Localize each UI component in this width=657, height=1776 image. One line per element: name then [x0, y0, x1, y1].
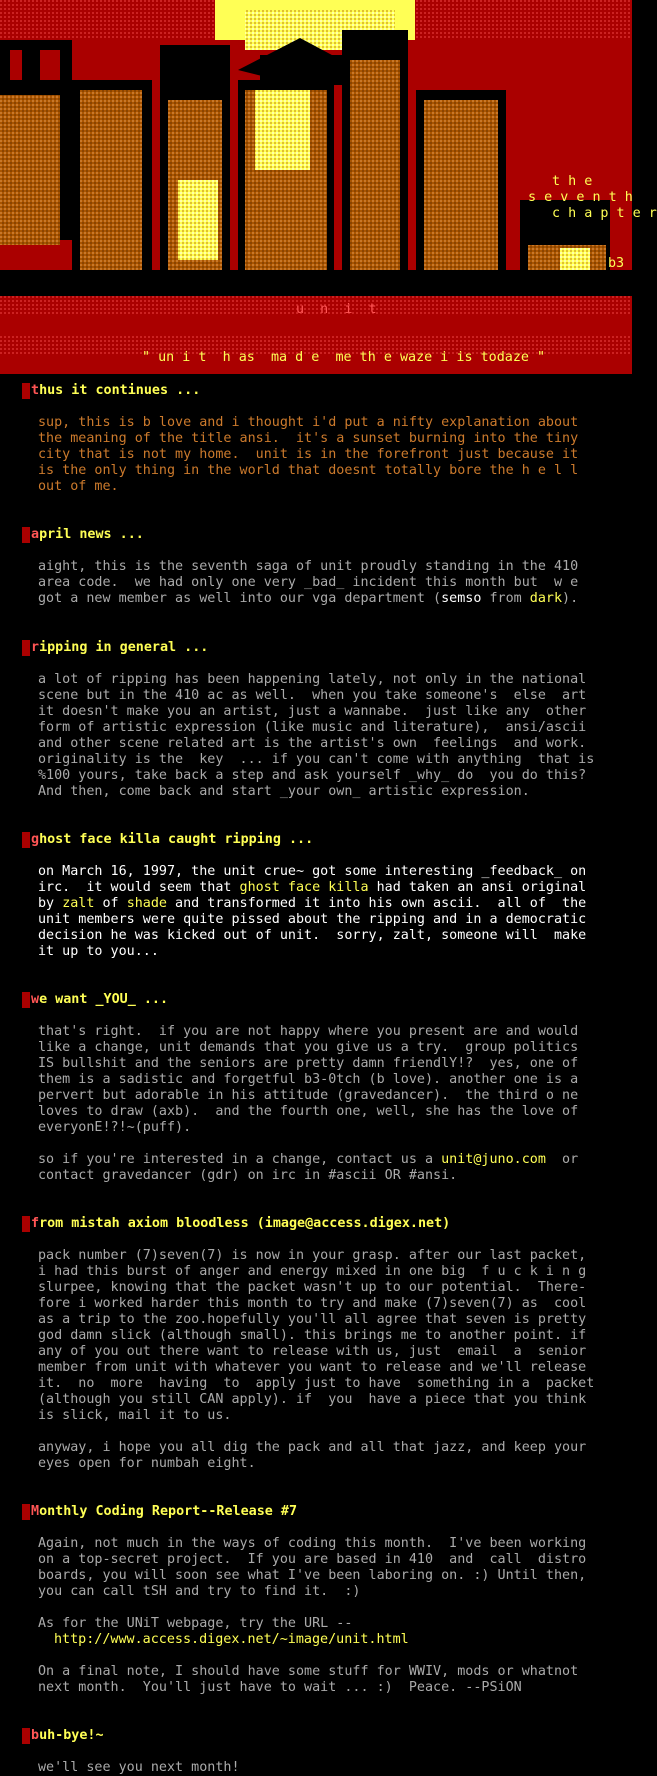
artist-signature: b3	[608, 256, 625, 271]
heading-marker	[22, 1504, 30, 1520]
tagline-line-3: c h a p t e r	[552, 206, 657, 221]
heading-initial: t	[31, 383, 40, 398]
webpage-url-link[interactable]: http://www.access.digex.net/~image/unit.html	[54, 1632, 409, 1647]
body-text: or contact gravedancer (gdr) on irc in #ascii OR #ansi.	[38, 1152, 579, 1183]
body-text: on March 16, 1997, the unit crue~ got some interesting _feedback_ on irc. it would seem that	[38, 864, 587, 895]
group-name: shade	[126, 896, 167, 911]
group-name: u n i t	[296, 302, 377, 317]
heading-marker	[22, 527, 30, 543]
section-thus-it-continues	[22, 383, 622, 495]
heading-text: onthly Coding Report--Release #7	[39, 1504, 298, 1519]
section-april-news	[22, 527, 622, 607]
ansi-banner	[0, 0, 657, 374]
section-buh-bye	[22, 1728, 622, 1776]
artist-name: ghost face killa	[239, 880, 369, 895]
heading-initial: M	[31, 1504, 40, 1519]
section-body: we'll see you next month!	[38, 1760, 240, 1775]
heading-text: e want _YOU_ ...	[39, 992, 169, 1007]
section-heading	[22, 383, 622, 399]
heading-text: hus it continues ...	[39, 383, 201, 398]
section-heading	[22, 640, 622, 656]
heading-marker	[22, 992, 30, 1008]
heading-initial: a	[31, 527, 40, 542]
heading-marker	[22, 832, 30, 848]
section-monthly-coding-report	[22, 1504, 622, 1696]
section-body-url-intro: As for the UNiT webpage, try the URL --	[38, 1616, 353, 1631]
section-body: Again, not much in the ways of coding this month. I've been working on a top-secret project. If you are based in 410 and call distro boards, you will soon see what I've been laboring on. :) Until then, you can call tSH and try to find it. :)	[38, 1536, 587, 1599]
section-we-want-you	[22, 992, 622, 1184]
section-ghost-face-killa	[22, 832, 622, 960]
body-text: of	[94, 896, 127, 911]
section-body: pack number (7)seven(7) is now in your grasp. after our last packet, i had this burst of anger and energy mixed in one big f u c k i n g slurpee, knowing that the packet wasn't up to our potential. There- fore i worked harder this month to try and make (7)seven(7) as cool as a trip to the zoo.hopefully you'll all agree that seven is pretty god damn slick (although small). this brings me to another point. if any of you out there want to release with us, just email a senior member from unit with whatever you want to release and we'll release it. no more having to apply just to have something in a packet (although you still CAN apply). if you have a piece that you think is slick, mail it to us.	[38, 1248, 595, 1423]
body-text: and transformed it into his own ascii. all of the unit members were quite pissed about the ripping and in a democratic decision he was kicked out of unit. sorry, zalt, someone will make it up to you...	[38, 896, 587, 959]
heading-marker	[22, 1728, 30, 1744]
section-body: that's right. if you are not happy where you present are and would like a change, unit demands that you give us a try. group politics IS bullshit and the seniors are pretty damn friendlY!? yes, one of them is a sadistic and forgetful b3-0tch (b love). another one is a pervert but adorable in his attitude (gravedancer). the third o ne loves to draw (axb). and the fourth one, well, she has the love of everyonE!?!~(puff).	[38, 1024, 579, 1135]
section-body: sup, this is b love and i thought i'd put a nifty explanation about the meaning of the title ansi. it's a sunset burning into the tiny city that is not my home. unit is in the forefront just because it is the only thing in the world that doesnt totally bore the h e l l out of me.	[38, 415, 579, 494]
body-text: so if you're interested in a change, contact us a	[38, 1152, 442, 1167]
section-heading	[22, 1504, 622, 1520]
section-heading	[22, 527, 622, 543]
section-body-closing: anyway, i hope you all dig the pack and all that jazz, and keep your eyes open for numbah eight.	[38, 1440, 587, 1471]
section-body	[38, 864, 622, 960]
heading-initial: r	[31, 640, 40, 655]
heading-marker	[22, 1216, 30, 1232]
heading-text: host face killa caught ripping ...	[39, 832, 314, 847]
heading-initial: f	[31, 1216, 40, 1231]
heading-marker	[22, 383, 30, 399]
section-body-contact	[38, 1152, 622, 1184]
heading-initial: b	[31, 1728, 40, 1743]
banner-quote: " un i t h as ma d e me th e waze i is todaze "	[142, 350, 546, 365]
body-text: from	[481, 591, 530, 606]
heading-text: uh-bye!~	[39, 1728, 104, 1743]
heading-initial: g	[31, 832, 40, 847]
section-from-mistah-axiom	[22, 1216, 622, 1472]
heading-marker	[22, 640, 30, 656]
member-name: semso	[441, 591, 482, 606]
section-heading	[22, 1728, 622, 1744]
section-heading	[22, 1216, 622, 1232]
body-text: aight, this is the seventh saga of unit proudly standing in the 410 area code. we had only one very _bad_ incident this month but w e got a new member as well into our vga department (	[38, 559, 579, 606]
email-link[interactable]: unit@juno.com	[441, 1152, 546, 1167]
section-heading	[22, 992, 622, 1008]
body-text: had taken an ansi original by	[38, 880, 587, 911]
heading-text: pril news ...	[39, 527, 144, 542]
section-body: a lot of ripping has been happening lately, not only in the national scene but in the 410 ac as well. when you take someone's else art it doesn't make you an artist, just a wannabe. just like any other form of artistic expression (like music and literature), ansi/ascii and other scene related art is the artist's own feelings and work. originality is the key ... if you can't come with anything that is %100 yours, take back a step and ask yourself _why_ do you do this? And then, come back and start _your own_ artistic expression.	[38, 672, 595, 799]
body-text: ).	[562, 591, 579, 606]
group-name: dark	[529, 591, 563, 606]
tagline-line-1: t h e	[552, 174, 593, 189]
section-ripping-in-general	[22, 640, 622, 800]
heading-initial: w	[31, 992, 40, 1007]
heading-text: ipping in general ...	[39, 640, 209, 655]
section-body-final: On a final note, I should have some stuff for WWIV, mods or whatnot next month. You'll just have to wait ... :) Peace. --PSiON	[38, 1664, 579, 1695]
tagline-line-2: s e v e n t h	[528, 190, 633, 205]
artist-name: zalt	[62, 896, 95, 911]
section-heading	[22, 832, 622, 848]
section-body	[38, 559, 622, 607]
heading-text: rom mistah axiom bloodless (image@access.digex.net)	[39, 1216, 451, 1231]
